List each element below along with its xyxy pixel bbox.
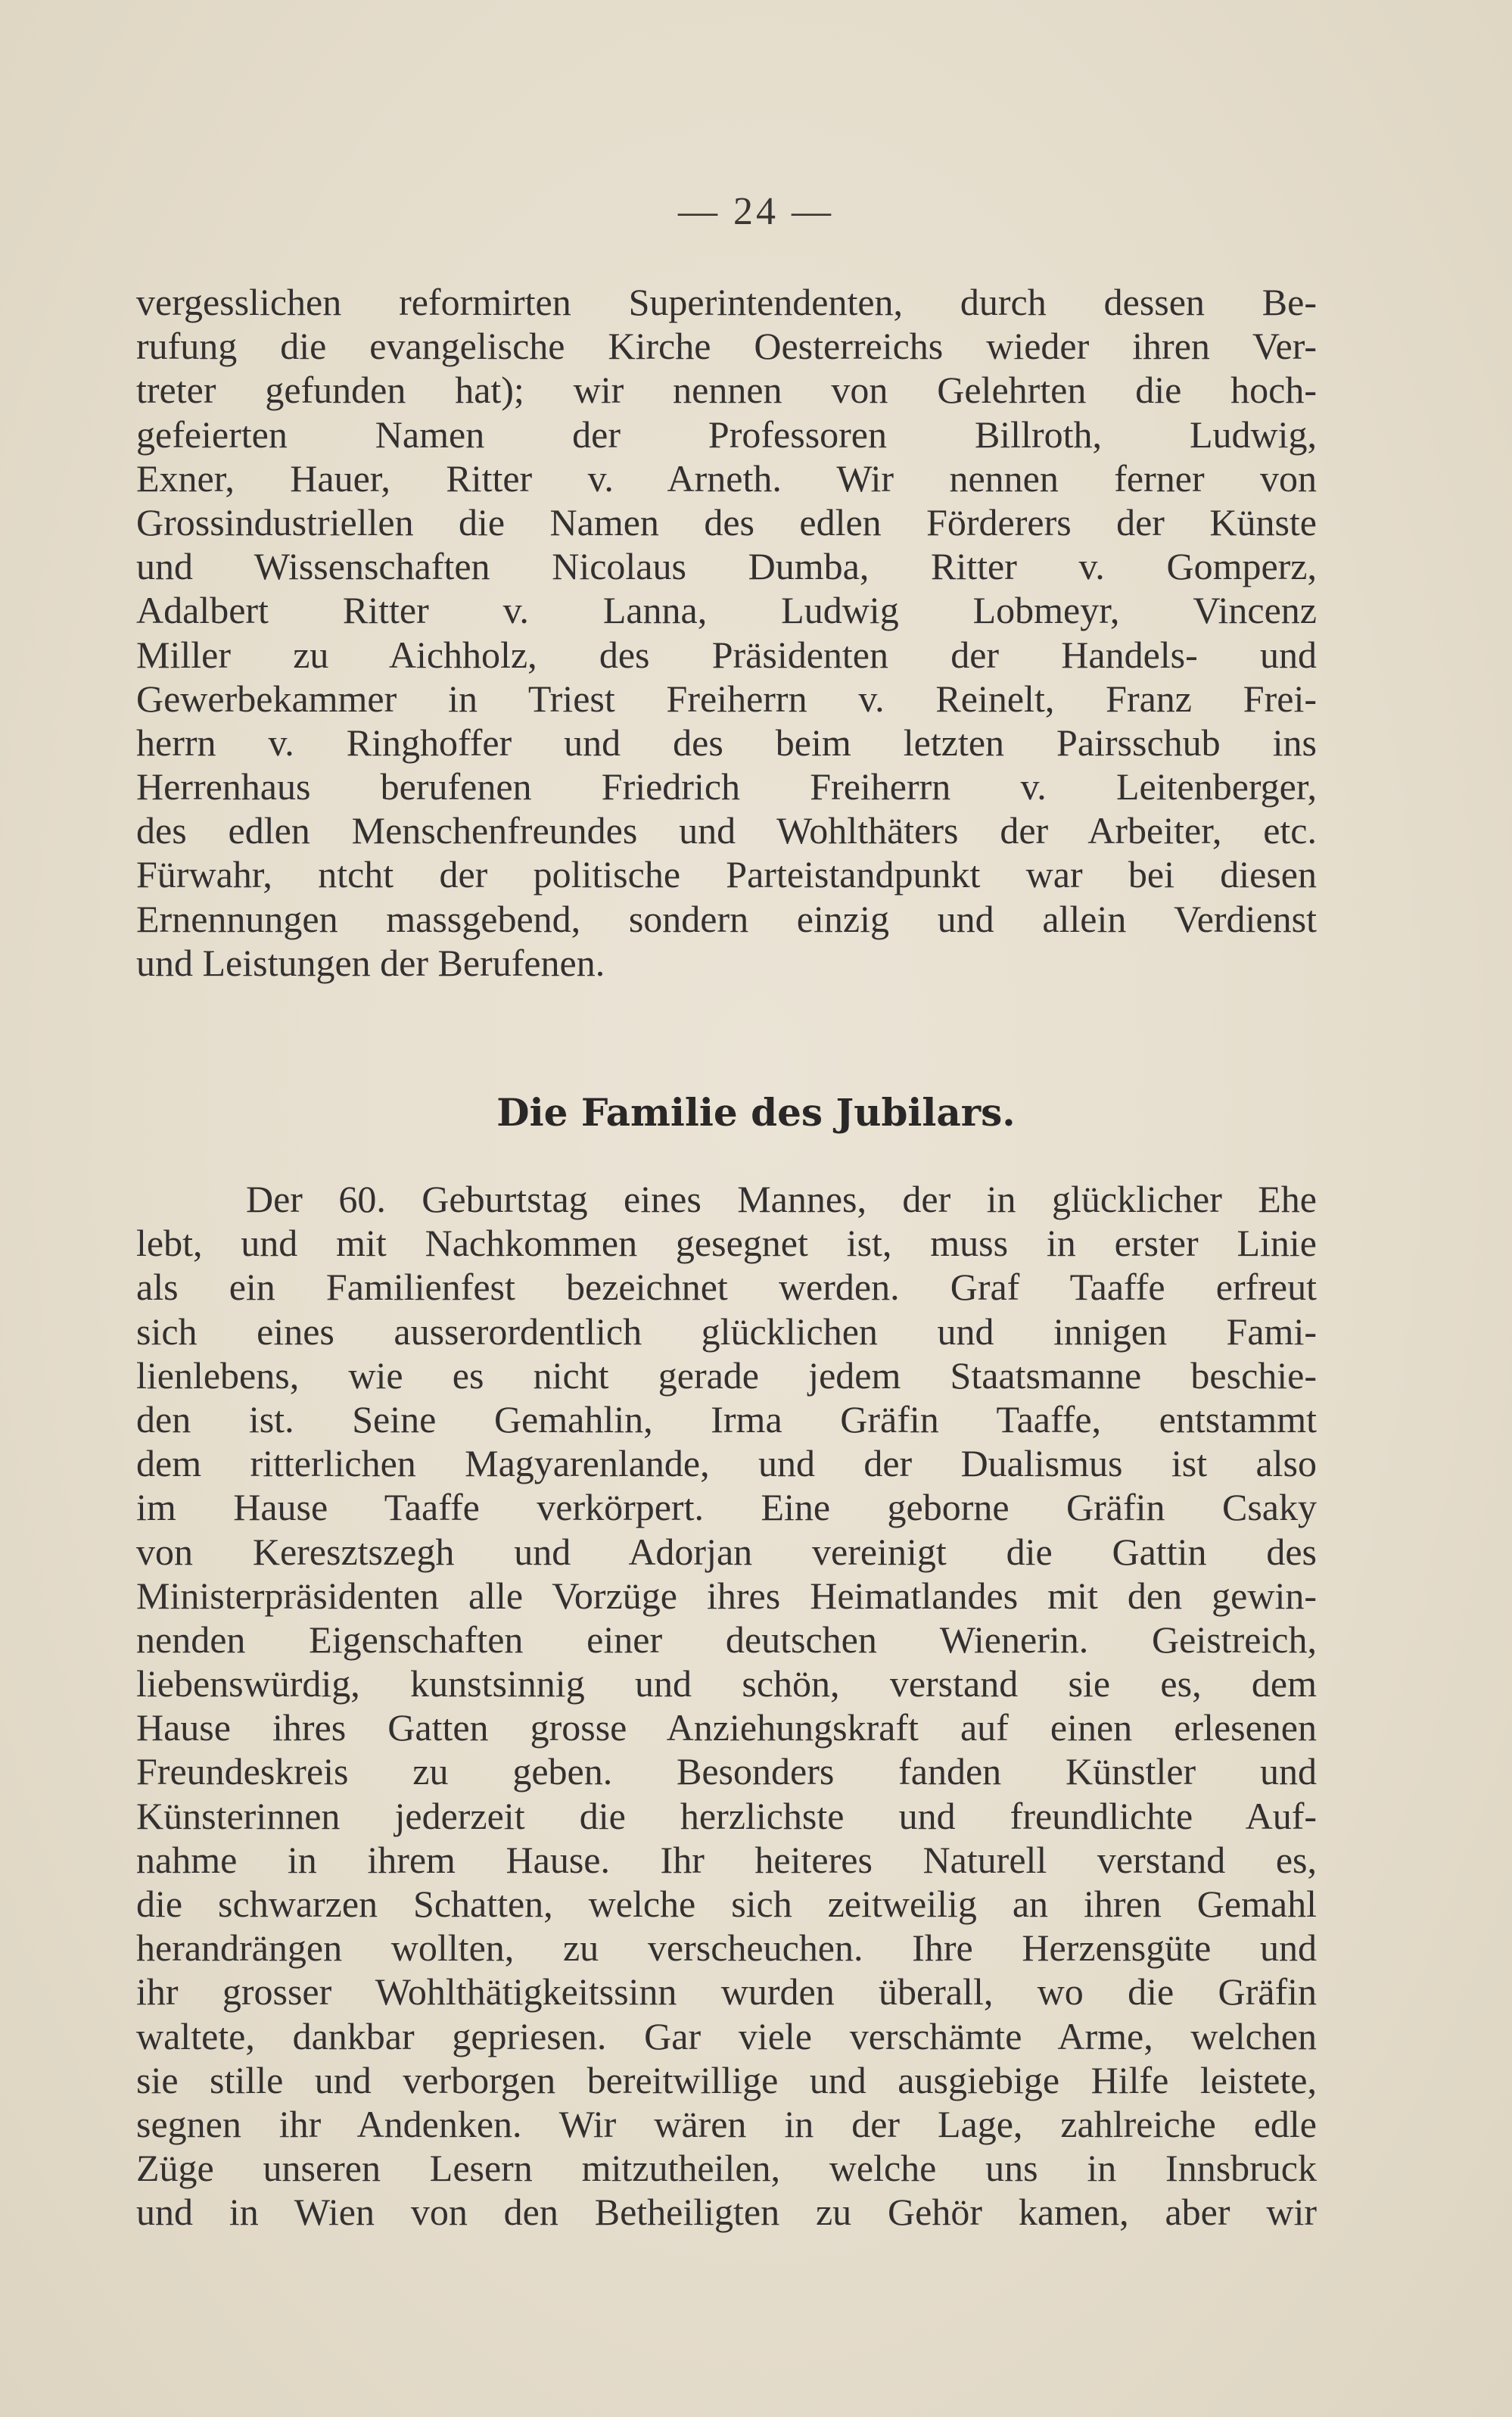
paragraph-1-line: herrn v. Ringhoffer und des beim letzten Pairsschub ins (136, 721, 1317, 764)
paragraph-2-line: im Hause Taaffe verkörpert. Eine geborne Gräfin Csaky (136, 1486, 1317, 1529)
paragraph-2-line: lebt, und mit Nachkommen gesegnet ist, muss in erster Linie (136, 1222, 1317, 1265)
paragraph-1-line: des edlen Menschenfreundes und Wohlthäters der Arbeiter, etc. (136, 809, 1317, 852)
paragraph-2-line: dem ritterlichen Magyarenlande, und der Dualismus ist also (136, 1442, 1317, 1485)
paragraph-2-line: Züge unseren Lesern mitzutheilen, welche uns in Innsbruck (136, 2147, 1317, 2190)
paragraph-1-line: rufung die evangelische Kirche Oesterreichs wieder ihren Ver- (136, 325, 1317, 368)
paragraph-1-line: Gewerbekammer in Triest Freiherrn v. Reinelt, Franz Frei- (136, 677, 1317, 720)
section-heading: Die Familie des Jubilars. (496, 1090, 1016, 1135)
paragraph-1-line: Adalbert Ritter v. Lanna, Ludwig Lobmeyr, Vincenz (136, 589, 1317, 632)
paragraph-2-line: Künsterinnen jederzeit die herzlichste und freundlichte Auf- (136, 1794, 1317, 1837)
paragraph-1-line: Grossindustriellen die Namen des edlen Förderers der Künste (136, 500, 1317, 544)
paragraph-2 (136, 1177, 1317, 2235)
paragraph-2-line: sich eines ausserordentlich glücklichen und innigen Fami- (136, 1310, 1317, 1353)
paragraph-2-line: segnen ihr Andenken. Wir wären in der Lage, zahlreiche edle (136, 2102, 1317, 2145)
paragraph-2-line: Freundeskreis zu geben. Besonders fanden Künstler und (136, 1750, 1317, 1793)
paragraph-1-line: und Wissenschaften Nicolaus Dumba, Ritter v. Gomperz, (136, 545, 1317, 588)
paragraph-2-line: und in Wien von den Betheiligten zu Gehör kamen, aber wir (136, 2191, 1317, 2234)
paragraph-1-line: Herrenhaus berufenen Friedrich Freiherrn v. Leitenberger, (136, 765, 1317, 808)
paragraph-2-line: liebenswürdig, kunstsinnig und schön, verstand sie es, dem (136, 1662, 1317, 1705)
paragraph-1-line: Miller zu Aichholz, des Präsidenten der Handels- und (136, 633, 1317, 676)
paragraph-1-line: Exner, Hauer, Ritter v. Arneth. Wir nennen ferner von (136, 456, 1317, 500)
paragraph-1 (136, 280, 1317, 985)
paragraph-1-line: vergesslichen reformirten Superintendenten, durch dessen Be- (136, 281, 1317, 323)
paragraph-2-line: waltete, dankbar gepriesen. Gar viele verschämte Arme, welchen (136, 2014, 1317, 2057)
paragraph-2-line: Ministerpräsidenten alle Vorzüge ihres Heimatlandes mit den gewin- (136, 1574, 1317, 1617)
paragraph-2-line: lienlebens, wie es nicht gerade jedem Staatsmanne beschie- (136, 1353, 1317, 1397)
paragraph-1-line: Ernennungen massgebend, sondern einzig und allein Verdienst (136, 897, 1317, 940)
paragraph-2-line: Der 60. Geburtstag eines Mannes, der in glücklicher Ehe (246, 1178, 1317, 1220)
paragraph-2-line: die schwarzen Schatten, welche sich zeitweilig an ihren Gemahl (136, 1883, 1317, 1925)
paragraph-2-line: ihr grosser Wohlthätigkeitssinn wurden überall, wo die Gräfin (136, 1970, 1317, 2014)
paragraph-2-line: den ist. Seine Gemahlin, Irma Gräfin Taaffe, entstammt (136, 1397, 1317, 1441)
paragraph-1-line: Fürwahr, ntcht der politische Parteistandpunkt war bei diesen (136, 853, 1317, 896)
paragraph-2-line: nahme in ihrem Hause. Ihr heiteres Naturell verstand es, (136, 1838, 1317, 1881)
paragraph-1-line: und Leistungen der Berufenen. (136, 941, 605, 984)
page-number: — 24 — (678, 190, 834, 233)
paragraph-2-line: nenden Eigenschaften einer deutschen Wienerin. Geistreich, (136, 1618, 1317, 1661)
paragraph-2-line: herandrängen wollten, zu verscheuchen. Ihre Herzensgüte und (136, 1926, 1317, 1970)
paragraph-1-line: treter gefunden hat); wir nennen von Gelehrten die hoch- (136, 369, 1317, 412)
paragraph-2-line: von Keresztszegh und Adorjan vereinigt die Gattin des (136, 1530, 1317, 1573)
paragraph-1-line: gefeierten Namen der Professoren Billroth, Ludwig, (136, 413, 1317, 456)
paragraph-2-line: Hause ihres Gatten grosse Anziehungskraft auf einen erlesenen (136, 1706, 1317, 1749)
paragraph-2-line: als ein Familienfest bezeichnet werden. Graf Taaffe erfreut (136, 1266, 1317, 1309)
paragraph-2-line: sie stille und verborgen bereitwillige und ausgiebige Hilfe leistete, (136, 2058, 1317, 2101)
